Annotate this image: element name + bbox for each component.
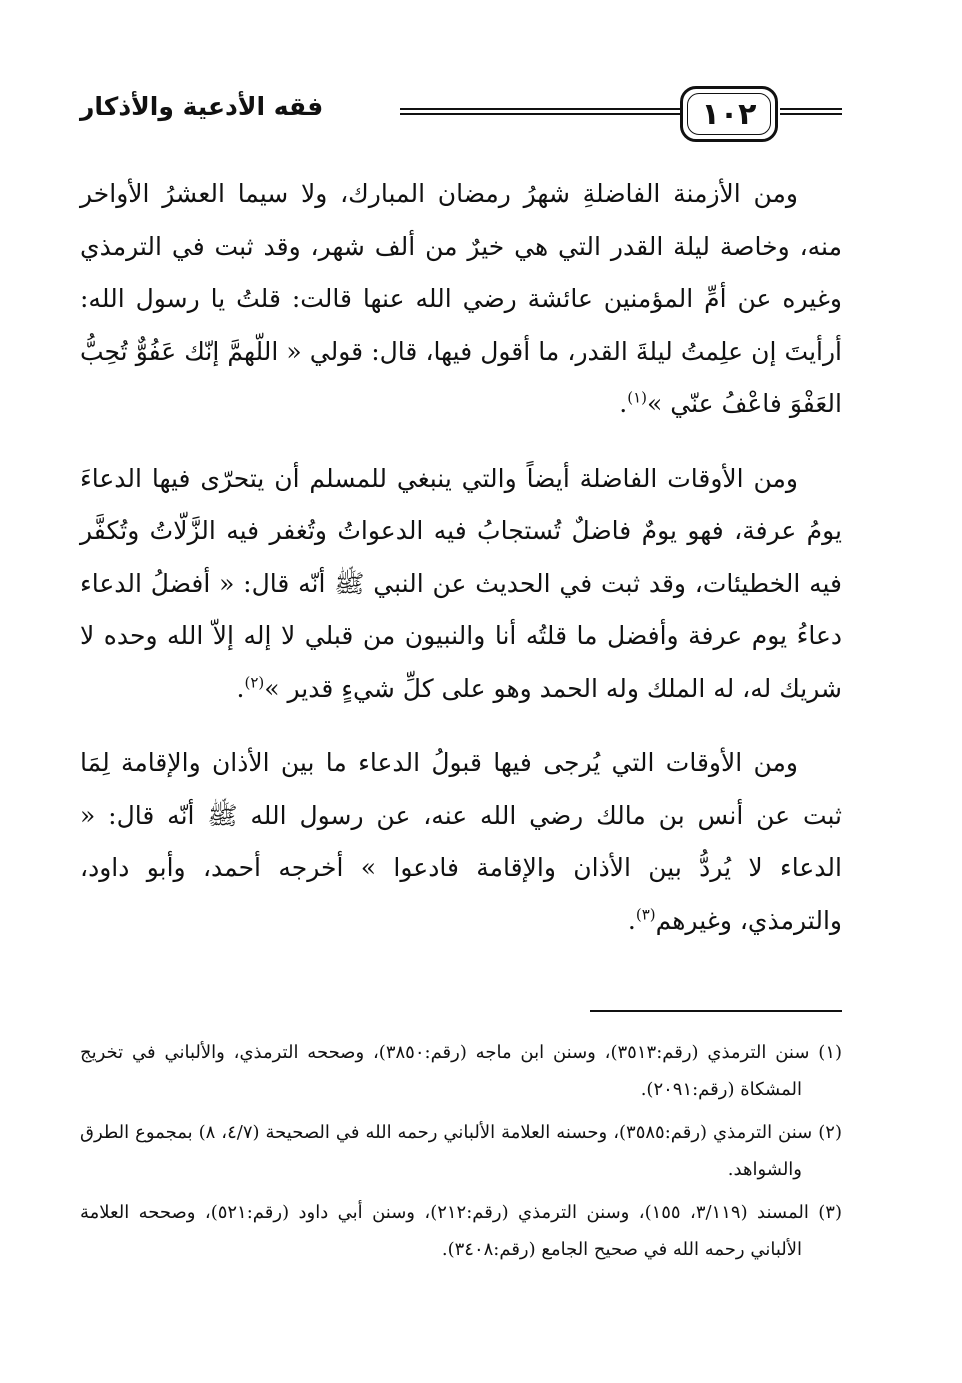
paragraph [80, 737, 842, 947]
paragraph-text: ومن الأوقات الفاضلة أيضاً والتي ينبغي للمسلم أن يتحرّى فيها الدعاءَ يومُ عرفة، فهو يومٌ فاضلٌ تُستجابُ فيه الدعواتُ وتُغفر فيه الزَّلّاتُ وتُكفَّر فيه الخطيئات، وقد ثبت في الحديث عن النبي ﷺ أنّه قال: « أفضلُ الدعاء دعاءُ يوم عرفة وأفضل ما قلتُه أنا والنبيون من قبلي لا إله إلاّ الله وحده لا شريك له، له الملك وله الحمد وهو على كلِّ شيءٍ قدير » [80, 463, 842, 703]
header-rule-right [780, 108, 842, 115]
footnote [80, 1114, 842, 1188]
footnote-text: المسند (٣/١١٩، ١٥٥)، وسنن الترمذي (رقم:٢١٢)، وسنن أبي داود (رقم:٥٢١)، وصححه العلامة الألباني رحمه الله في صحيح الجامع (رقم:٣٤٠٨). [80, 1202, 809, 1260]
paragraph-end: . [619, 389, 628, 418]
page-number: ١٠٢ [680, 86, 778, 142]
footnotes [80, 1034, 842, 1274]
main-text [80, 168, 842, 969]
footnote-divider [590, 1010, 842, 1012]
paragraph-text: ومن الأزمنة الفاضلةِ شهرُ رمضان المبارك، ولا سيما العشرُ الأواخر منه، وخاصة ليلة القدر التي هي خيرٌ من ألف شهر، وقد ثبت في الترمذي وغيره عن أمِّ المؤمنين عائشة رضي الله عنها قالت: قلتُ يا رسول الله: أرأيتَ إن علِمتُ ليلةَ القدر، ما أقول فيها، قال: قولي « اللّهمَّ إنّك عَفُوٌّ تُحِبُّ العَفْوَ فاعْفُ عنّي » [80, 179, 842, 418]
footnote [80, 1194, 842, 1268]
paragraph-text: ومن الأوقات التي يُرجى فيها قبولُ الدعاء ما بين الأذان والإقامة لِمَا ثبت عن أنس بن مالك رضي الله عنه، عن رسول الله ﷺ أنّه قال: « الدعاء لا يُردُّ بين الأذان والإقامة فادعوا » أخرجه أحمد، وأبو داود، والترمذي، وغيرهم [80, 748, 842, 935]
footnote-ref: (١) [627, 388, 648, 407]
paragraph [80, 168, 842, 431]
footnote-text: سنن الترمذي (رقم:٣٥٨٥)، وحسنه العلامة الألباني رحمه الله في الصحيحة (٤/٧، ٨) بمجموع الطرق والشواهد. [80, 1122, 813, 1180]
paragraph-end: . [627, 905, 636, 935]
paragraph-end: . [236, 673, 245, 703]
footnote-number: (٣) [818, 1202, 842, 1223]
footnote-number: (١) [818, 1042, 843, 1063]
book-title: فقه الأدعية والأذكار [80, 92, 324, 121]
paragraph [80, 453, 842, 716]
footnote [80, 1034, 842, 1108]
header-rule-middle [400, 108, 680, 115]
footnote-ref: (٢) [244, 673, 265, 692]
footnote-number: (٢) [818, 1122, 842, 1143]
footnote-ref: (٣) [635, 905, 656, 924]
running-header [80, 78, 842, 148]
footnote-text: سنن الترمذي (رقم:٣٥١٣)، وسنن ابن ماجه (رقم:٣٨٥٠)، وصححه الترمذي، والألباني في تخريج المشكاة (رقم:٢٠٩١). [80, 1042, 810, 1100]
